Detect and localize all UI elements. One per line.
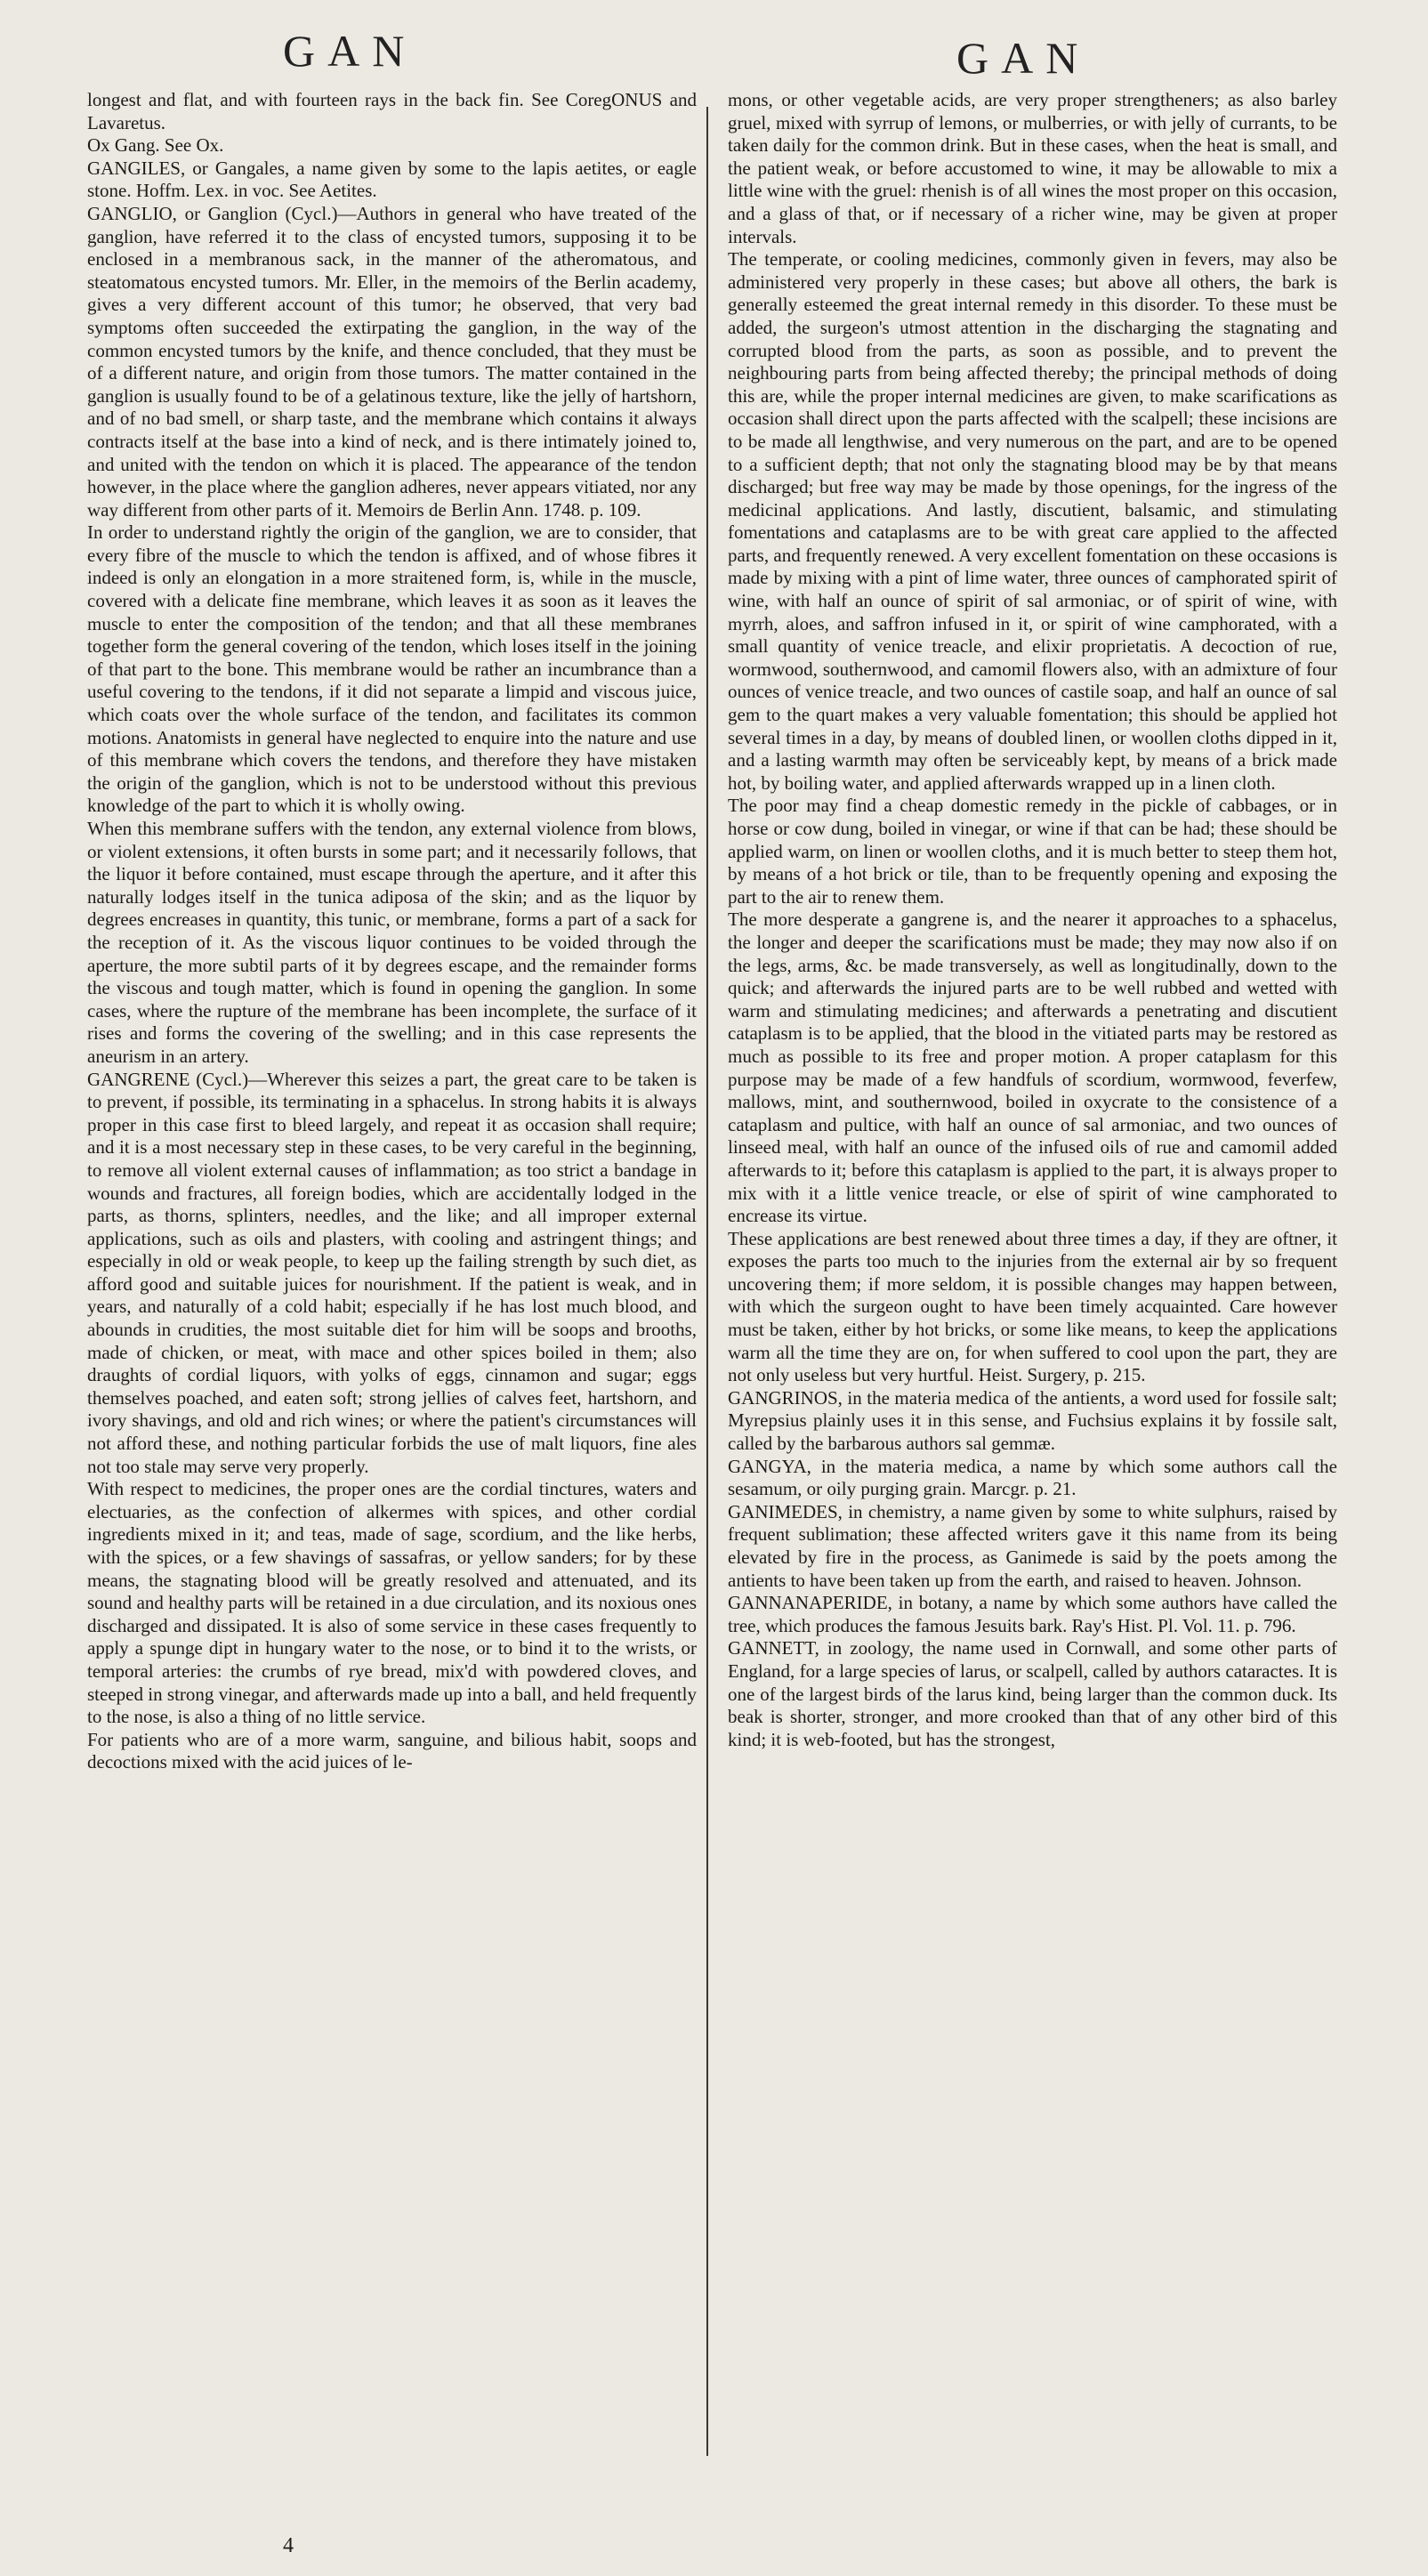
entry-ganimedes: GANIMEDES, in chemistry, a name given by some to white sulphurs, raised by frequent sublimation; these affected writers gave it this name from its being elevated by fire in the process, as Ganimede is said by the poets among the antients to have been taken up from the earth, and raised to heaven. Johnson.: [728, 1500, 1337, 1591]
paragraph: These applications are best renewed about three times a day, if they are oftner, it exposes the parts too much to the injuries from the external air by so frequent uncovering them; if more seldom, it is possible changes may happen between, with which the surgeon ought to have been timely acquainted. Care however must be taken, either by hot bricks, or some like means, to keep the applications warm all the time they are on, for when suffered to cool upon the part, they are not only useless but very hurtful. Heist. Surgery, p. 215.: [728, 1227, 1337, 1386]
column-divider: [706, 107, 708, 2456]
running-head-left: GAN: [283, 26, 417, 76]
entry-gangrene: GANGRENE (Cycl.)—Wherever this seizes a part, the great care to be taken is to prevent, if possible, its terminating in a sphacelus. In strong habits it is always proper in this case first to bleed largely, and repeat it as occasion shall require; and it is a most necessary step in these cases, to be very careful in the beginning, to remove all violent external causes of inflammation; as too strict a bandage in wounds and fractures, all foreign bodies, which are accidentally lodged in the parts, as thorns, splinters, needles, and the like; and all improper external applications, such as oils and plasters, with cooling and astringent things; and especially in old or weak people, to keep up the failing strength by such diet, as afford good and suitable juices for nourishment. If the patient is weak, and in years, and naturally of a cold habit; especially if he has lost much blood, and abounds in crudities, the most suitable diet for him will be soops and brooths, made of chicken, or meat, with mace and other spices boiled in them; also draughts of cordial liquors, with yolks of eggs, cinnamon and sugar; eggs themselves poached, and eaten soft; strong jellies of calves feet, hartshorn, and ivory shavings, and old and rich wines; or where the patient's circumstances will not afford these, and nothing particular forbids the use of malt liquors, fine ales not too stale may serve very properly.: [87, 1068, 697, 1477]
entry-gangya: GANGYA, in the materia medica, a name by which some authors call the sesamum, or oily purging grain. Marcgr. p. 21.: [728, 1455, 1337, 1500]
page-number: 4: [283, 2534, 294, 2557]
paragraph: mons, or other vegetable acids, are very proper strengtheners; as also barley gruel, mixed with syrrup of lemons, or mulberries, or with jelly of currants, to be taken daily for the common drink. But in these cases, when the heat is small, and the patient weak, or before accustomed to wine, it may be allowable to mix a little wine with the gruel: rhenish is of all wines the most proper on this occasion, and a glass of that, or if necessary of a richer wine, may be given at proper intervals.: [728, 89, 1337, 247]
entry-ganglio: GANGLIO, or Ganglion (Cycl.)—Authors in general who have treated of the ganglion, have referred it to the class of encysted tumors, supposing it to be enclosed in a membranous sack, in the manner of the atheromatous, and steatomatous encysted tumors. Mr. Eller, in the memoirs of the Berlin academy, gives a very different account of this tumor; he observed, that very bad symptoms often succeeded the extirpating the ganglion, in the way of the common encysted tumors by the knife, and thence concluded, that they must be of a different nature, and origin from those tumors. The matter contained in the ganglion is usually found to be of a gelatinous texture, like the jelly of hartshorn, and of no bad smell, or sharp taste, and the membrane which contains it always contracts itself at the base into a kind of neck, and is there intimately joined to, and united with the tendon on which it is placed. The appearance of the tendon however, in the place where the ganglion adheres, never appears vitiated, nor any way different from other parts of it. Memoirs de Berlin Ann. 1748. p. 109.: [87, 202, 697, 521]
paragraph: In order to understand rightly the origin of the ganglion, we are to consider, that every fibre of the muscle to which the tendon is affixed, and of whose fibres it indeed is only an elongation in a more straitened form, is, while in the muscle, covered with a delicate fine membrane, which leaves it as soon as it leaves the muscle to enter the composition of the tendon; and that all these membranes together form the general covering of the tendon, which loses itself in the joining of that part to the bone. This membrane would be rather an incumbrance than a useful covering to the tendons, if it did not separate a limpid and viscous juice, which coats over the whole surface of the tendon, and facilitates its common motions. Anatomists in general have neglected to enquire into the nature and use of this membrane which covers the tendons, and therefore they have mistaken the origin of the ganglion, which is not to be understood without this previous knowledge of the part to which it is wholly owing.: [87, 521, 697, 817]
paragraph: The more desperate a gangrene is, and the nearer it approaches to a sphacelus, the longer and deeper the scarifications must be made; they may now also if on the legs, arms, &c. be made transversely, as well as longitudinally, down to the quick; and afterwards the injured parts are to be well rubbed and wetted with warm and stimulating medicines; and afterwards a penetrating and discutient cataplasm is to be applied, that the blood in the vitiated parts may be restored as much as possible to its free and proper motion. A proper cataplasm for this purpose may be made of a few handfuls of scordium, wormwood, feverfew, mallows, mint, and southernwood, boiled in oxycrate to the consistence of a cataplasm and pultice, with half an ounce of sal armoniac, and two ounces of linseed meal, with half an ounce of the infused oils of rue and camomil added afterwards to it; before this cataplasm is applied to the part, it is always proper to mix with it a little venice treacle, or else of spirit of wine camphorated to encrease its virtue.: [728, 908, 1337, 1227]
entry-gangiles: GANGILES, or Gangales, a name given by some to the lapis aetites, or eagle stone. Hoffm. Lex. in voc. See Aetites.: [87, 157, 697, 202]
paragraph: When this membrane suffers with the tendon, any external violence from blows, or violent extensions, it often bursts in some part; and it necessarily follows, that the liquor it before contained, must escape through the aperture, and it after this naturally lodges itself in the tunica adiposa of the skin; and as the liquor by degrees encreases in quantity, this tunic, or membrane, forms a part of a sack for the reception of it. As the viscous liquor continues to be voided through the aperture, the more subtil parts of it by degrees escape, and the remainder forms the viscous and tough matter, which is found in opening the ganglion. In some cases, where the rupture of the membrane has been incomplete, the surface of it rises and forms the covering of the swelling; and in this case represents the aneurism in an artery.: [87, 818, 697, 1067]
page-header: [0, 16, 1428, 87]
entry-gannett: GANNETT, in zoology, the name used in Cornwall, and some other parts of England, for a large species of larus, or scalpell, called by authors cataractes. It is one of the largest birds of the larus kind, being larger than the common duck. Its beak is shorter, stronger, and more crooked than that of any other bird of this kind; it is web-footed, but has the strongest,: [728, 1637, 1337, 1750]
paragraph: With respect to medicines, the proper ones are the cordial tinctures, waters and electuaries, as the confection of alkermes with spices, and other cordial ingredients mixed in it; and teas, made of sage, scordium, and the like herbs, with the spices, or a few shavings of sassafras, or yellow sanders; for by these means, the stagnating blood will be greatly resolved and attenuated, and its sound and healthy parts will be retained in a due circulation, and its noxious ones discharged and dissipated. It is also of some service in these cases frequently to apply a spunge dipt in hungary water to the nose, or to bind it to the wrists, or temporal arteries: the crumbs of rye bread, mix'd with powdered cloves, and steeped in strong vinegar, and afterwards made up into a ball, and held frequently to the nose, is also a thing of no little service.: [87, 1478, 697, 1728]
paragraph: Ox Gang. See Ox.: [87, 134, 224, 157]
paragraph: The temperate, or cooling medicines, commonly given in fevers, may also be administered very properly in these cases; but above all others, the bark is generally esteemed the great internal remedy in this disorder. To these must be added, the surgeon's utmost attention in the discharging the stagnating and corrupted blood from the parts, as soon as possible, and to prevent the neighbouring parts from being affected thereby; the principal methods of doing this are, while the proper internal medicines are given, to make scarifications as occasion shall direct upon the parts affected with the scalpell; these incisions are to be made all lengthwise, and very numerous on the part, and are to be opened to a sufficient depth; that not only the stagnating blood may be by that means discharged; but free way may be made by those openings, for the ingress of the medicinal applications. And lastly, discutient, balsamic, and stimulating fomentations and cataplasms are to be with great care applied to the affected parts, and frequently renewed. A very excellent fomentation on these occasions is made by mixing with a pint of lime water, three ounces of camphorated spirit of wine, with half an ounce of spirit of sal armoniac, or of spirit of wine, with myrrh, aloes, and saffron infused in it, or spirit of wine camphorated, with a small quantity of venice treacle, and elixir proprietatis. A decoction of rue, wormwood, southernwood, and camomil flowers also, with an admixture of four ounces of venice treacle, and two ounces of castile soap, and half an ounce of sal gem to the quart makes a very valuable fomentation; this should be applied hot several times in a day, by means of doubled linen, or woollen cloths dipped in it, and a lasting warmth may often be serviceably kept, by means of a brick made hot, by boiling water, and applied afterwards wrapped up in a linen cloth.: [728, 248, 1337, 794]
running-head-right: GAN: [956, 33, 1091, 83]
paragraph: For patients who are of a more warm, sanguine, and bilious habit, soops and decoctions mixed with the acid juices of le-: [87, 1728, 697, 1773]
right-column: [728, 89, 1337, 2500]
paragraph: longest and flat, and with fourteen rays in the back fin. See CoregONUS and Lavaretus.: [87, 89, 697, 133]
entry-gangrinos: GANGRINOS, in the materia medica of the antients, a word used for fossile salt; Myrepsius plainly uses it in this sense, and Fuchsius explains it by fossile salt, called by the barbarous authors sal gemmæ.: [728, 1386, 1337, 1455]
entry-gannanaperide: GANNANAPERIDE, in botany, a name by which some authors have called the tree, which produces the famous Jesuits bark. Ray's Hist. Pl. Vol. 11. p. 796.: [728, 1592, 1337, 1636]
left-column: [87, 89, 697, 2500]
paragraph: The poor may find a cheap domestic remedy in the pickle of cabbages, or in horse or cow dung, boiled in vinegar, or wine if that can be had; these should be applied warm, on linen or woollen cloths, and it is much better to steep them hot, by means of a hot brick or tile, than to be frequently opening and exposing the part to the air to renew them.: [728, 795, 1337, 908]
